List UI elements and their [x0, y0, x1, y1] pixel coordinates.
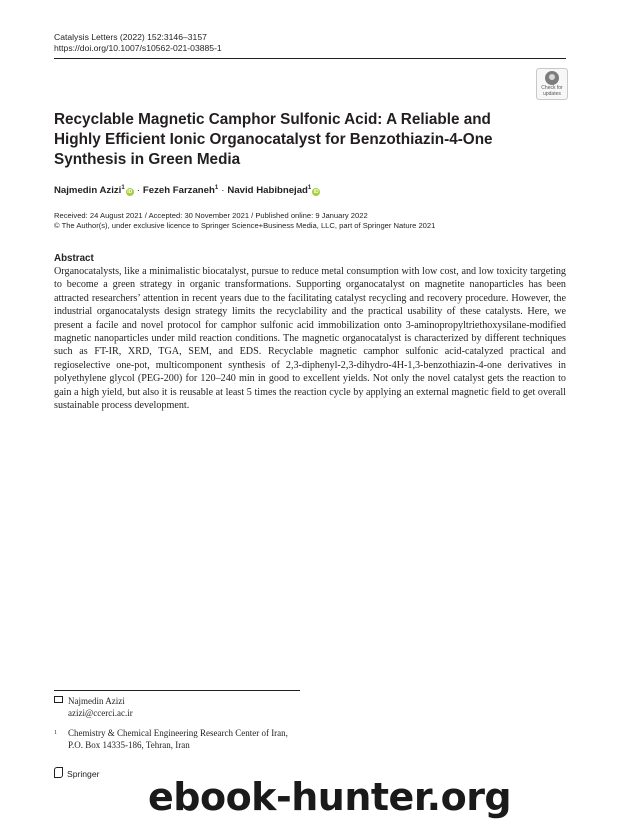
orcid-icon[interactable]: iD	[127, 189, 133, 195]
check-updates-icon	[545, 71, 559, 85]
check-for-updates-badge[interactable]	[536, 68, 568, 100]
corresponding-email[interactable]: azizi@ccerci.ac.ir	[68, 708, 133, 718]
publisher-name: Springer	[67, 769, 100, 779]
affiliation-number: 1	[54, 730, 57, 736]
author-separator: ·	[221, 185, 225, 196]
corresponding-name: Najmedin Azizi	[68, 696, 125, 706]
publication-dates: Received: 24 August 2021 / Accepted: 30 November 2021 / Published online: 9 January 2022	[54, 211, 368, 220]
author-name[interactable]: Fezeh Farzaneh	[142, 185, 215, 196]
check-updates-line1: Check for	[541, 85, 563, 91]
author-name[interactable]: Najmedin Azizi	[54, 185, 122, 196]
footnote-divider	[54, 690, 300, 691]
doi-link[interactable]: https://doi.org/10.1007/s10562-021-03885-1	[54, 43, 222, 53]
watermark-text: ebook-hunter.org	[148, 775, 512, 819]
affiliation-line2: P.O. Box 14335-186, Tehran, Iran	[68, 740, 190, 750]
journal-citation: Catalysis Letters (2022) 152:3146–3157	[54, 32, 207, 42]
abstract-heading: Abstract	[54, 253, 94, 264]
copyright-notice: © The Author(s), under exclusive licence to Springer Science+Business Media, LLC, part of Springer Nature 2021	[54, 221, 436, 230]
publisher-mark	[54, 767, 99, 780]
author-name[interactable]: Navid Habibnejad	[227, 185, 308, 196]
abstract-text: Organocatalysts, like a minimalistic biocatalyst, pursue to reduce metal consumption with low cost, and low toxicity targeting to become a green strategy in organic transformations. Supporting organocatalyst on magnetite nanoparticles has been attracted researchers’ attention in recent years due to the facilitating catalyst recycling and recovery procedure. However, the industrial organocatalysts design strategy limits the recyclability and the practical usability of these catalysts. Here, we present a facile and novel protocol for camphor sulfonic acid immobilization onto 3-aminopropyltriethoxysilane-modified magnetic nanoparticles under mild reaction conditions. The magnetic organocatalyst is characterized by different techniques such as FT-IR, XRD, TGA, SEM, and EDS. Recyclable magnetic camphor sulfonic acid-catalyzed practical and regioselective one-pot, multicomponent synthesis of 2,3-diphenyl-2,3-dihydro-4H-1,3-benzothiazin-4-one derivatives in polyethylene glycol (PEG-200) for 120–240 min in good to excellent yields. Not only the novel catalyst gets the reaction to gain a high yield, but also it is reusable at least 5 times the reaction cycle by applying an external magnetic field to get overall sustainable process development.	[54, 266, 566, 412]
author-affil: 1	[214, 185, 219, 191]
header-divider	[54, 58, 566, 59]
author-affil: 1	[307, 185, 312, 191]
author-list	[54, 182, 320, 197]
orcid-icon[interactable]: iD	[313, 189, 319, 195]
article-title: Recyclable Magnetic Camphor Sulfonic Acid: A Reliable and Highly Efficient Ionic Organocatalyst for Benzothiazin-4-One Synthesis in Green Media	[54, 111, 493, 168]
author-separator: ·	[136, 185, 140, 196]
journal-header	[54, 32, 222, 54]
corresponding-author	[54, 695, 133, 718]
affiliation-line1: Chemistry & Chemical Engineering Research Center of Iran,	[68, 728, 288, 738]
springer-horse-icon	[54, 767, 63, 778]
envelope-icon	[54, 696, 63, 703]
check-updates-line2: updates	[543, 90, 561, 97]
author-affil: 1	[121, 185, 125, 191]
article-history	[54, 211, 435, 231]
